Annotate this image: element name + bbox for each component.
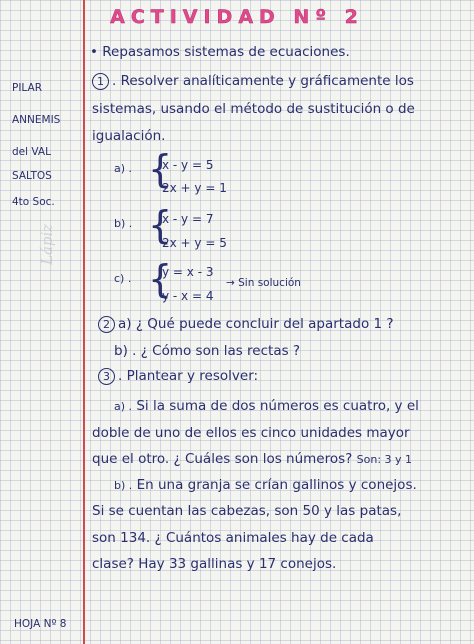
system-b-label: b) . bbox=[114, 217, 133, 230]
system-c-brace: { bbox=[148, 257, 173, 301]
system-c-label: c) . bbox=[114, 272, 132, 285]
q2-number: 2 bbox=[98, 316, 115, 333]
system-a-eq2: 2x + y = 1 bbox=[162, 181, 227, 195]
author-name-3: del VAL bbox=[12, 146, 51, 158]
bullet-icon: • bbox=[90, 44, 98, 60]
system-c-eq1: y = x - 3 bbox=[162, 265, 214, 279]
q3-heading-text: . Plantear y resolver: bbox=[118, 368, 259, 384]
page-title: ACTIVIDAD Nº 2 bbox=[110, 6, 364, 28]
intro-text: Repasamos sistemas de ecuaciones. bbox=[102, 44, 350, 60]
q3b-text-4: clase? bbox=[92, 556, 134, 572]
q1-number: 1 bbox=[92, 73, 109, 90]
author-course: 4to Soc. bbox=[12, 196, 55, 208]
q1-line-1 bbox=[92, 73, 414, 90]
system-a-label: a) . bbox=[114, 162, 133, 175]
q3a-line-1 bbox=[114, 398, 419, 414]
author-name-4: SALTOS bbox=[12, 170, 52, 182]
q3b-line-3: son 134. ¿ Cuántos animales hay de cada bbox=[92, 530, 374, 546]
q3a-label: a) . bbox=[114, 400, 133, 413]
q3a-answer: Son: 3 y 1 bbox=[356, 453, 413, 466]
q1-line-3: igualación. bbox=[92, 128, 166, 144]
q3b-label: b) . bbox=[114, 479, 133, 492]
system-b-eq2: 2x + y = 5 bbox=[162, 236, 227, 250]
q3a-text-3: que el otro. ¿ Cuáles son los números? bbox=[92, 451, 353, 467]
page-number: HOJA Nº 8 bbox=[14, 618, 67, 630]
author-name-1: PILAR bbox=[12, 82, 42, 94]
system-c-eq2: y - x = 4 bbox=[162, 289, 214, 303]
q3b-line-2: Si se cuentan las cabezas, son 50 y las patas, bbox=[92, 503, 402, 519]
system-b-eq1: x - y = 7 bbox=[162, 212, 214, 226]
q2-line-1 bbox=[98, 316, 394, 333]
q3a-line-2: doble de uno de ellos es cinco unidades mayor bbox=[92, 425, 410, 441]
intro-line bbox=[90, 44, 350, 60]
q3b-line-1 bbox=[114, 477, 417, 493]
q3a-line-3 bbox=[92, 451, 412, 467]
q3-number: 3 bbox=[98, 368, 115, 385]
q1-line-2: sistemas, usando el método de sustitución o de bbox=[92, 101, 415, 117]
margin-line bbox=[83, 0, 85, 644]
system-b-brace: { bbox=[148, 203, 173, 247]
system-a-eq1: x - y = 5 bbox=[162, 158, 214, 172]
author-name-2: ANNEMIS bbox=[12, 114, 61, 126]
system-a-brace: { bbox=[148, 147, 173, 191]
q3b-text-1: En una granja se crían gallinos y conejos. bbox=[136, 477, 417, 493]
q3b-answer: Hay 33 gallinas y 17 conejos. bbox=[138, 556, 337, 572]
q2-line-2: b) . ¿ Cómo son las rectas ? bbox=[114, 343, 301, 359]
q3b-line-4 bbox=[92, 556, 336, 572]
system-c-note: → Sin solución bbox=[226, 277, 301, 289]
q3-heading bbox=[98, 368, 258, 385]
watermark: Lápiz bbox=[38, 223, 56, 265]
q1-text-1: . Resolver analíticamente y gráficamente los bbox=[112, 73, 414, 89]
q3a-text-1: Si la suma de dos números es cuatro, y el bbox=[136, 398, 419, 414]
q2-text-1: a) ¿ Qué puede concluir del apartado 1 ? bbox=[118, 316, 394, 332]
